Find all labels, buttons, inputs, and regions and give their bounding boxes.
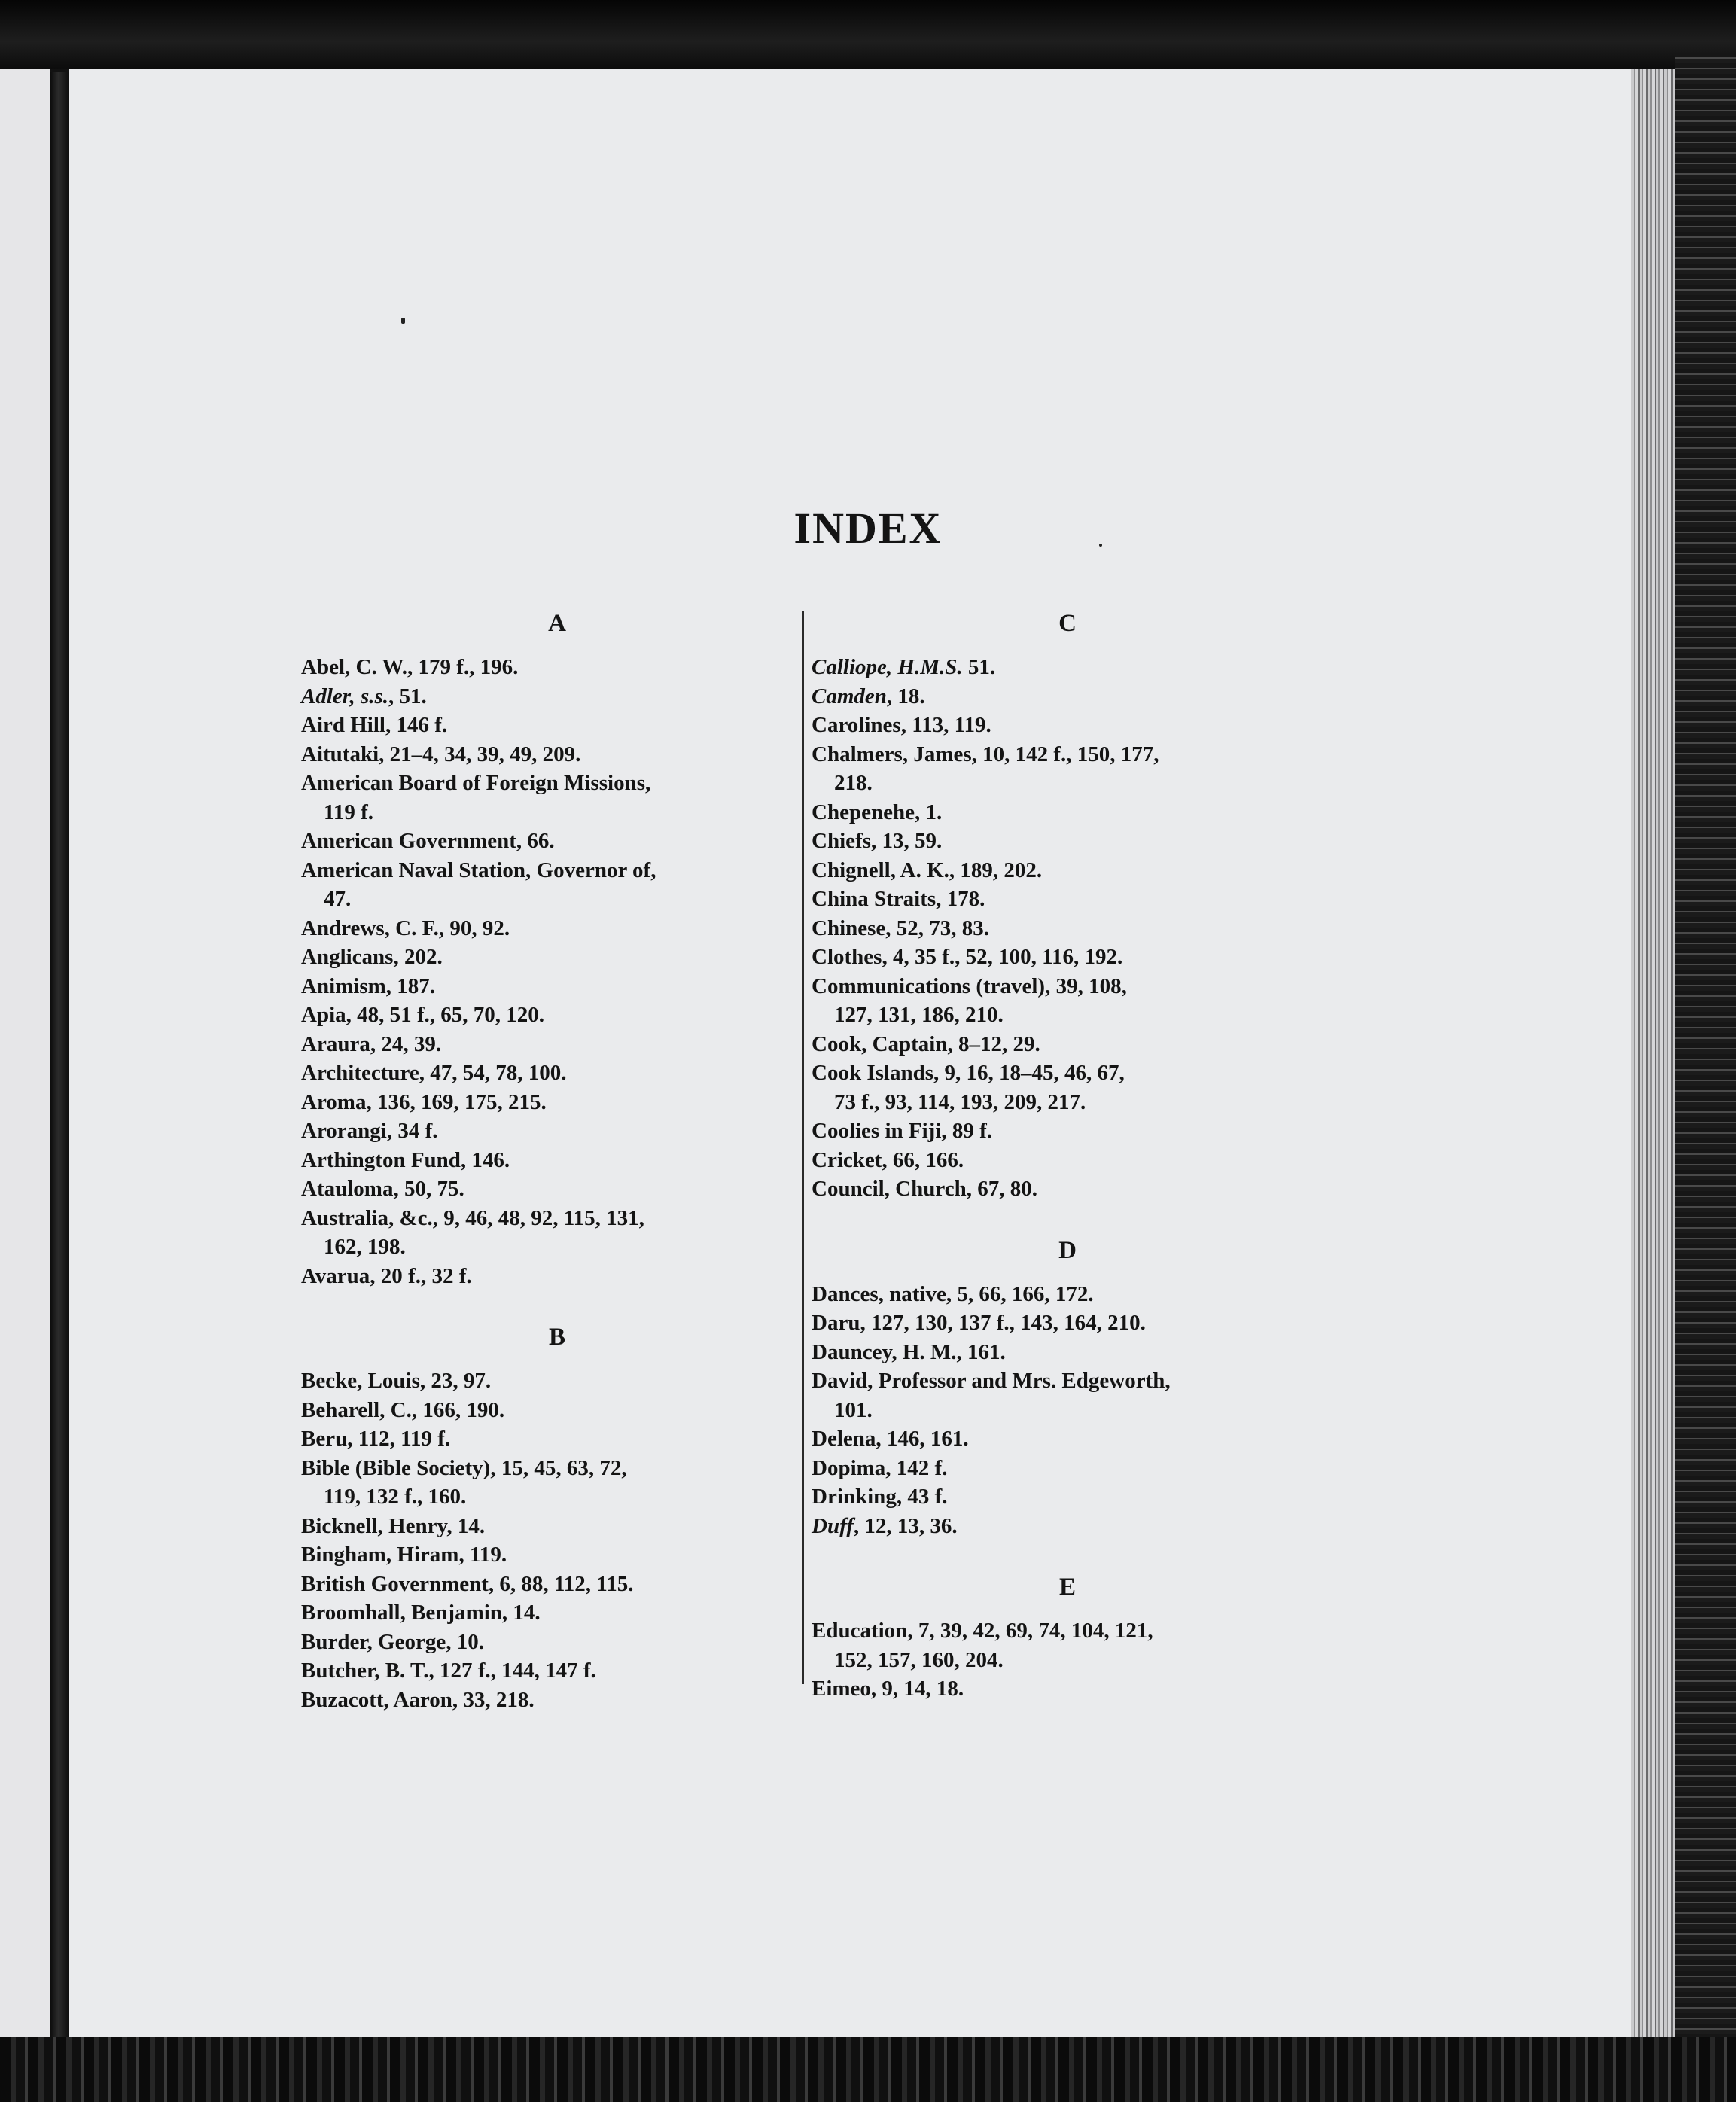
index-entry: American Naval Station, Governor of, 47. — [301, 858, 656, 911]
index-entry: Apia, 48, 51 f., 65, 70, 120. — [301, 1003, 545, 1027]
index-entry: Council, Church, 67, 80. — [812, 1177, 1037, 1201]
index-entry: Dopima, 142 f. — [812, 1455, 948, 1480]
index-entry: Adler, s.s., 51. — [301, 684, 427, 708]
index-entry: American Board of Foreign Missions, 119 f. — [301, 771, 651, 824]
index-entry: Eimeo, 9, 14, 18. — [812, 1677, 964, 1701]
italic-title: Duff — [812, 1513, 854, 1538]
page-fore-edge — [1631, 69, 1675, 2040]
scan-bottom-border — [0, 2037, 1736, 2102]
index-entry: Aitutaki, 21–4, 34, 39, 49, 209. — [301, 742, 581, 766]
index-entry: Architecture, 47, 54, 78, 100. — [301, 1061, 567, 1085]
index-entry: Chinese, 52, 73, 83. — [812, 915, 990, 940]
index-entry: British Government, 6, 88, 112, 115. — [301, 1571, 634, 1596]
index-entry: Avarua, 20 f., 32 f. — [301, 1263, 472, 1288]
index-entry: Duff, 12, 13, 36. — [812, 1513, 958, 1538]
index-entry: Atauloma, 50, 75. — [301, 1177, 464, 1201]
index-entry: Abel, C. W., 179 f., 196. — [301, 655, 519, 679]
index-entry: Calliope, H.M.S. 51. — [812, 655, 996, 679]
index-entry: Andrews, C. F., 90, 92. — [301, 915, 510, 940]
section-gap — [301, 1290, 843, 1324]
index-entry: Arthington Fund, 146. — [301, 1147, 510, 1172]
index-entry: Beru, 112, 119 f. — [301, 1427, 451, 1451]
index-entry: Aird Hill, 146 f. — [301, 713, 448, 737]
index-entry: Anglicans, 202. — [301, 945, 443, 969]
index-entry: Araura, 24, 39. — [301, 1031, 442, 1056]
index-entry: Cricket, 66, 166. — [812, 1147, 964, 1172]
section-letter: C — [1058, 610, 1077, 637]
index-entry: Chalmers, James, 10, 142 f., 150, 177, 218. — [812, 742, 1159, 795]
index-entry: Delena, 146, 161. — [812, 1427, 969, 1451]
italic-title: Adler, s.s. — [301, 684, 389, 708]
index-entry: Animism, 187. — [301, 973, 436, 998]
page-title: INDEX — [793, 504, 943, 553]
index-entry: Carolines, 113, 119. — [812, 713, 991, 737]
section-gap — [812, 1204, 1354, 1237]
index-entry: Aroma, 136, 169, 175, 215. — [301, 1089, 547, 1114]
index-entry: Bingham, Hiram, 119. — [301, 1543, 507, 1567]
index-entry: Broomhall, Benjamin, 14. — [301, 1601, 541, 1625]
index-column-right — [812, 610, 1354, 1704]
index-entry: Arorangi, 34 f. — [301, 1119, 438, 1143]
index-entry: Beharell, C., 166, 190. — [301, 1397, 505, 1422]
scan-right-border — [1675, 53, 1736, 2048]
index-entry: Clothes, 4, 35 f., 52, 100, 116, 192. — [812, 945, 1123, 969]
column-divider — [802, 611, 804, 1684]
index-entry: Camden, 18. — [812, 684, 925, 708]
index-entry: Communications (travel), 39, 108, 127, 131, 186, 210. — [812, 973, 1127, 1027]
section-letter: B — [548, 1324, 565, 1351]
index-entry: Burder, George, 10. — [301, 1629, 484, 1654]
index-entry: Chiefs, 13, 59. — [812, 829, 943, 853]
scan-top-border — [0, 0, 1736, 69]
index-entry: American Government, 66. — [301, 829, 555, 853]
index-entry: Education, 7, 39, 42, 69, 74, 104, 121, 152, 157, 160, 204. — [812, 1619, 1153, 1672]
index-entry: Drinking, 43 f. — [812, 1485, 948, 1509]
book-gutter — [50, 72, 69, 2040]
facing-page-edge — [0, 69, 50, 2040]
index-entry: China Straits, 178. — [812, 887, 985, 911]
index-entry: Daru, 127, 130, 137 f., 143, 164, 210. — [812, 1311, 1146, 1335]
italic-title: Camden — [812, 684, 887, 708]
index-entry: Cook, Captain, 8–12, 29. — [812, 1031, 1040, 1056]
index-entry: Chignell, A. K., 189, 202. — [812, 858, 1043, 882]
index-entry: Australia, &c., 9, 46, 48, 92, 115, 131, 162, 198. — [301, 1205, 644, 1259]
section-letter: A — [548, 610, 566, 637]
index-entry: Butcher, B. T., 127 f., 144, 147 f. — [301, 1659, 596, 1683]
section-gap — [812, 1540, 1354, 1573]
index-entry: Coolies in Fiji, 89 f. — [812, 1119, 993, 1143]
index-entry: Chepenehe, 1. — [812, 800, 943, 824]
index-entry: David, Professor and Mrs. Edgeworth, 101. — [812, 1369, 1171, 1422]
index-entry: Dances, native, 5, 66, 166, 172. — [812, 1281, 1094, 1306]
index-column-left — [301, 610, 843, 1714]
index-entry: Bible (Bible Society), 15, 45, 63, 72, 119, 132 f., 160. — [301, 1455, 627, 1509]
index-entry: Dauncey, H. M., 161. — [812, 1339, 1006, 1364]
index-entry: Bicknell, Henry, 14. — [301, 1513, 486, 1538]
section-letter: E — [1058, 1573, 1076, 1601]
index-entry: Becke, Louis, 23, 97. — [301, 1369, 492, 1393]
italic-title: Calliope, H.M.S. — [812, 655, 963, 679]
ink-speck — [401, 318, 405, 324]
index-entry: Cook Islands, 9, 16, 18–45, 46, 67, 73 f., 93, 114, 193, 209, 217. — [812, 1061, 1125, 1114]
index-entry: Buzacott, Aaron, 33, 218. — [301, 1687, 535, 1712]
section-letter: D — [1058, 1236, 1077, 1264]
